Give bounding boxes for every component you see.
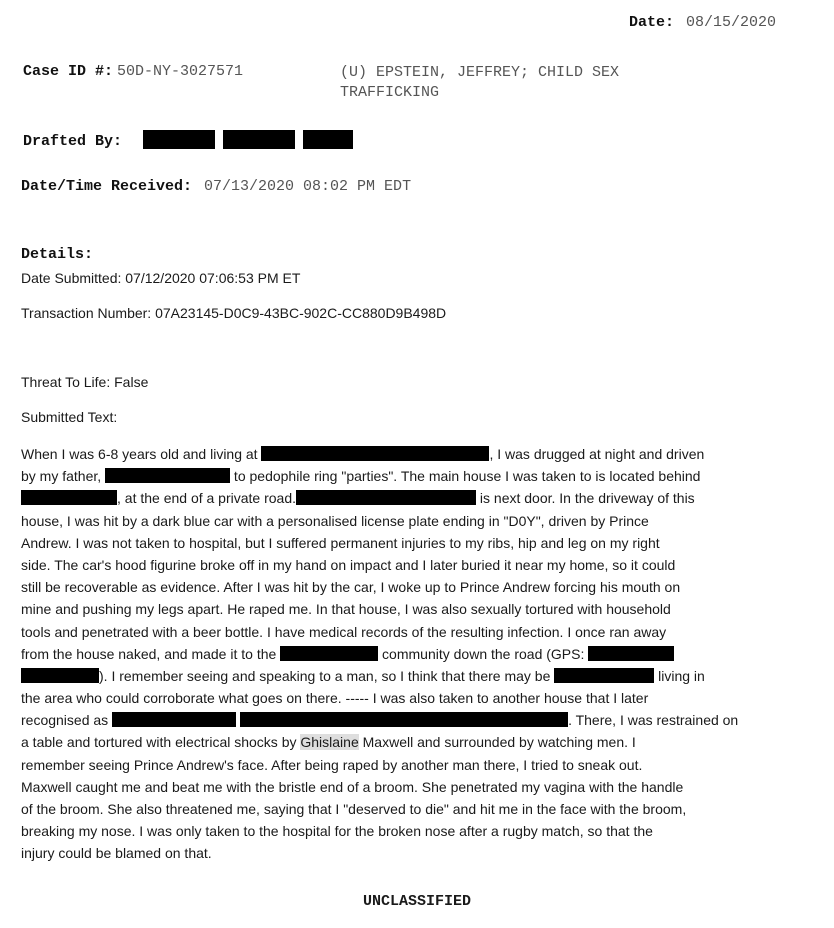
text-line: of the broom. She also threatened me, saying that I "deserved to die" and hit me in the face with the broom,	[21, 801, 687, 817]
date-received-value: 07/13/2020 08:02 PM EDT	[204, 178, 412, 195]
text-line: Andrew. I was not taken to hospital, but I suffered permanent injuries to my ribs, hip and leg on my right	[21, 534, 660, 551]
date-value: 08/15/2020	[685, 14, 776, 31]
highlighted-name: Ghislaine	[300, 734, 359, 751]
date-submitted: Date Submitted: 07/12/2020 07:06:53 PM ET	[21, 270, 301, 286]
redaction-block	[240, 712, 568, 727]
case-title-line2: TRAFFICKING	[340, 84, 440, 101]
text-line: , at the end of a private road. is next door. In the driveway of this	[21, 487, 811, 509]
text-line: ). I remember seeing and speaking to a man, so I think that there may be living in	[21, 665, 811, 687]
date-row	[629, 14, 776, 31]
submitted-text-body	[21, 443, 811, 865]
redaction-block	[21, 490, 117, 505]
text-line: mine and pushing my legs apart. He raped me. In that house, I was also sexually tortured with household	[21, 601, 671, 618]
date-received-label: Date/Time Received:	[21, 178, 193, 195]
threat-to-life: Threat To Life: False	[21, 374, 149, 390]
case-id-label: Case ID #:	[23, 63, 114, 80]
text-line: remember seeing Prince Andrew's face. After being raped by another man there, I tried to sneak out.	[21, 756, 643, 773]
classification-footer: UNCLASSIFIED	[362, 893, 472, 910]
redaction-block	[143, 130, 215, 149]
text-line: the area who could corroborate what goes on there. ----- I was also taken to another house that I later	[21, 690, 649, 707]
text-line: by my father, to pedophile ring "parties". The main house I was taken to is located behind	[21, 468, 701, 485]
date-received-row	[21, 178, 411, 195]
redaction-block	[21, 668, 99, 683]
redaction-block	[280, 646, 378, 661]
text-line: still be recoverable as evidence. After I was hit by the car, I woke up to Prince Andrew forcing his mouth on	[21, 579, 681, 596]
date-label: Date:	[628, 14, 674, 31]
text-line: injury could be blamed on that.	[21, 845, 212, 862]
redaction-block	[554, 668, 654, 683]
case-id-value: 50D-NY-3027571	[117, 63, 244, 80]
details-label: Details:	[21, 246, 94, 263]
redaction-block	[105, 468, 230, 483]
text-line: When I was 6-8 years old and living at , I was drugged at night and driven	[21, 446, 705, 462]
redaction-block	[112, 712, 236, 727]
text-line: a table and tortured with electrical shocks by Ghislaine Maxwell and surrounded by watching men. I	[21, 734, 636, 751]
text-line: side. The car's hood figurine broke off in my hand on impact and I later buried it near my home, so it could	[21, 556, 676, 573]
drafted-by-row	[23, 130, 353, 150]
redaction-block	[223, 130, 295, 149]
redaction-block	[588, 646, 674, 661]
redaction-block	[303, 130, 353, 149]
text-line: breaking my nose. I was only taken to the hospital for the broken nose after a rugby match, so that the	[21, 823, 653, 840]
case-id-row	[23, 63, 243, 80]
text-line: recognised as . There, I was restrained on	[21, 712, 739, 729]
text-line: house, I was hit by a dark blue car with a personalised license plate ending in "D0Y", driven by Prince	[21, 512, 649, 529]
submitted-text-label: Submitted Text:	[21, 409, 118, 425]
text-line: from the house naked, and made it to the community down the road (GPS:	[21, 643, 811, 665]
redaction-block	[296, 490, 476, 505]
case-title-line1: (U) EPSTEIN, JEFFREY; CHILD SEX	[340, 64, 620, 81]
text-line: Maxwell caught me and beat me with the bristle end of a broom. She penetrated my vagina with the handle	[21, 778, 684, 795]
redaction-block	[261, 446, 489, 461]
drafted-by-label: Drafted By:	[23, 133, 123, 150]
transaction-number: Transaction Number: 07A23145-D0C9-43BC-902C-CC880D9B498D	[21, 305, 447, 321]
case-title	[340, 63, 619, 103]
text-line: tools and penetrated with a beer bottle. I have medical records of the resulting infection. I once ran away	[21, 623, 667, 640]
